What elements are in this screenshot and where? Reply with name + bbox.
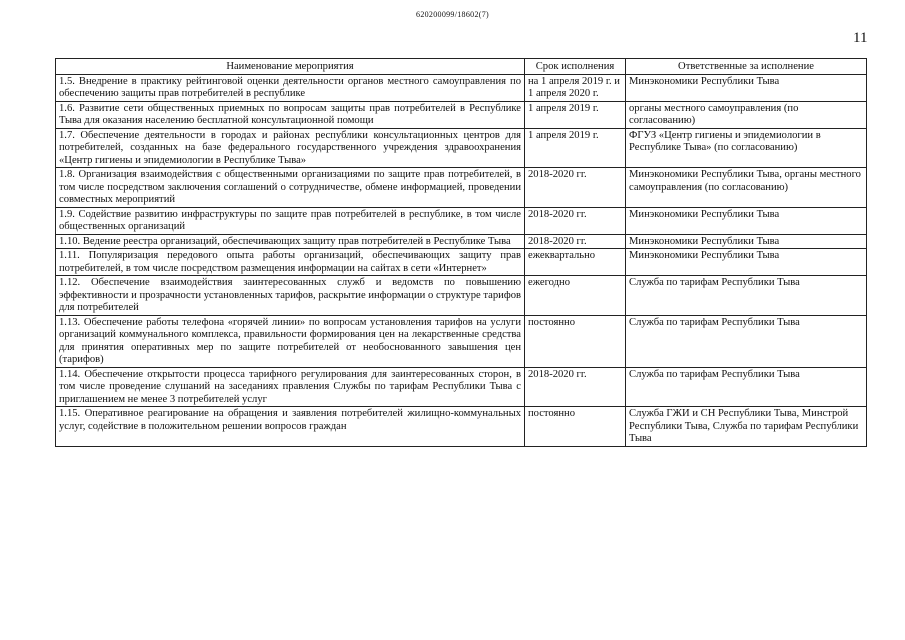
cell-term: 1 апреля 2019 г. bbox=[525, 128, 626, 168]
table-row bbox=[56, 249, 867, 276]
table-row bbox=[56, 207, 867, 234]
cell-term: на 1 апреля 2019 г. и 1 апреля 2020 г. bbox=[525, 74, 626, 101]
cell-activity: 1.12. Обеспечение взаимодействия заинтересованных служб и ведомств по повышению эффективности и прозрачности установленных тарифов, раскрытие информации о структуре тарифов для потребителей bbox=[56, 276, 525, 316]
column-header-activity: Наименование мероприятия bbox=[56, 59, 525, 75]
table-row bbox=[56, 234, 867, 249]
table-row bbox=[56, 74, 867, 101]
cell-term: 2018-2020 гг. bbox=[525, 367, 626, 407]
document-id: 620200099/18602(7) bbox=[416, 10, 489, 19]
cell-term: ежегодно bbox=[525, 276, 626, 316]
cell-responsible: Минэкономики Республики Тыва bbox=[626, 74, 867, 101]
cell-activity: 1.14. Обеспечение открытости процесса тарифного регулирования для заинтересованных сторон, в том числе проведение слушаний на заседаниях правления Службы по тарифам Республики Тыва с приглашением не менее 3 потребителей услуг bbox=[56, 367, 525, 407]
cell-responsible: Минэкономики Республики Тыва, органы местного самоуправления (по согласованию) bbox=[626, 168, 867, 208]
cell-term: 2018-2020 гг. bbox=[525, 207, 626, 234]
cell-activity: 1.10. Ведение реестра организаций, обеспечивающих защиту прав потребителей в Республике Тыва bbox=[56, 234, 525, 249]
cell-responsible: Минэкономики Республики Тыва bbox=[626, 234, 867, 249]
cell-activity: 1.9. Содействие развитию инфраструктуры по защите прав потребителей в республике, в том числе общественных организаций bbox=[56, 207, 525, 234]
column-header-responsible: Ответственные за исполнение bbox=[626, 59, 867, 75]
table-row bbox=[56, 407, 867, 447]
table-row bbox=[56, 168, 867, 208]
cell-activity: 1.13. Обеспечение работы телефона «горячей линии» по вопросам установления тарифов на услуги организаций коммунального комплекса, правильности формирования цен на лекарственные средства для принятия оперативных мер по защите потребителей от необоснованного завышения цен (тарифов) bbox=[56, 315, 525, 367]
table-row bbox=[56, 128, 867, 168]
cell-responsible: Служба по тарифам Республики Тыва bbox=[626, 367, 867, 407]
table-row bbox=[56, 315, 867, 367]
cell-term: постоянно bbox=[525, 407, 626, 447]
cell-term: ежеквартально bbox=[525, 249, 626, 276]
table-row bbox=[56, 101, 867, 128]
cell-responsible: органы местного самоуправления (по согласованию) bbox=[626, 101, 867, 128]
activities-table bbox=[55, 58, 867, 447]
page-number: 11 bbox=[853, 30, 868, 46]
cell-term: 1 апреля 2019 г. bbox=[525, 101, 626, 128]
cell-activity: 1.5. Внедрение в практику рейтинговой оценки деятельности органов местного самоуправления по обеспечению защиты прав потребителей в республике bbox=[56, 74, 525, 101]
cell-activity: 1.6. Развитие сети общественных приемных по вопросам защиты прав потребителей в Республике Тыва для оказания населению бесплатной консультационной помощи bbox=[56, 101, 525, 128]
cell-responsible: Служба по тарифам Республики Тыва bbox=[626, 315, 867, 367]
table-row bbox=[56, 367, 867, 407]
column-header-term: Срок исполнения bbox=[525, 59, 626, 75]
cell-activity: 1.15. Оперативное реагирование на обращения и заявления потребителей жилищно-коммунальных услуг, содействие в положительном решении вопросов граждан bbox=[56, 407, 525, 447]
cell-responsible: Служба по тарифам Республики Тыва bbox=[626, 276, 867, 316]
table-header-row bbox=[56, 59, 867, 75]
cell-responsible: ФГУЗ «Центр гигиены и эпидемиологии в Республике Тыва» (по согласованию) bbox=[626, 128, 867, 168]
cell-activity: 1.7. Обеспечение деятельности в городах и районах республики консультационных центров для потребителей, созданных на базе федерального государственного учреждения здравоохранения «Центр гигиены и эпидемиологии в Республике Тыва» bbox=[56, 128, 525, 168]
cell-responsible: Минэкономики Республики Тыва bbox=[626, 207, 867, 234]
cell-responsible: Служба ГЖИ и СН Республики Тыва, Минстрой Республики Тыва, Служба по тарифам Республики Тыва bbox=[626, 407, 867, 447]
table-row bbox=[56, 276, 867, 316]
cell-term: 2018-2020 гг. bbox=[525, 168, 626, 208]
cell-term: 2018-2020 гг. bbox=[525, 234, 626, 249]
cell-activity: 1.8. Организация взаимодействия с общественными организациями по защите прав потребителей, в том числе посредством заключения соглашений о сотрудничестве, обмене информацией, проведении совместных мероприятий bbox=[56, 168, 525, 208]
cell-responsible: Минэкономики Республики Тыва bbox=[626, 249, 867, 276]
cell-activity: 1.11. Популяризация передового опыта работы организаций, обеспечивающих защиту прав потребителей, в том числе посредством размещения информации на сайтах в сети «Интернет» bbox=[56, 249, 525, 276]
cell-term: постоянно bbox=[525, 315, 626, 367]
